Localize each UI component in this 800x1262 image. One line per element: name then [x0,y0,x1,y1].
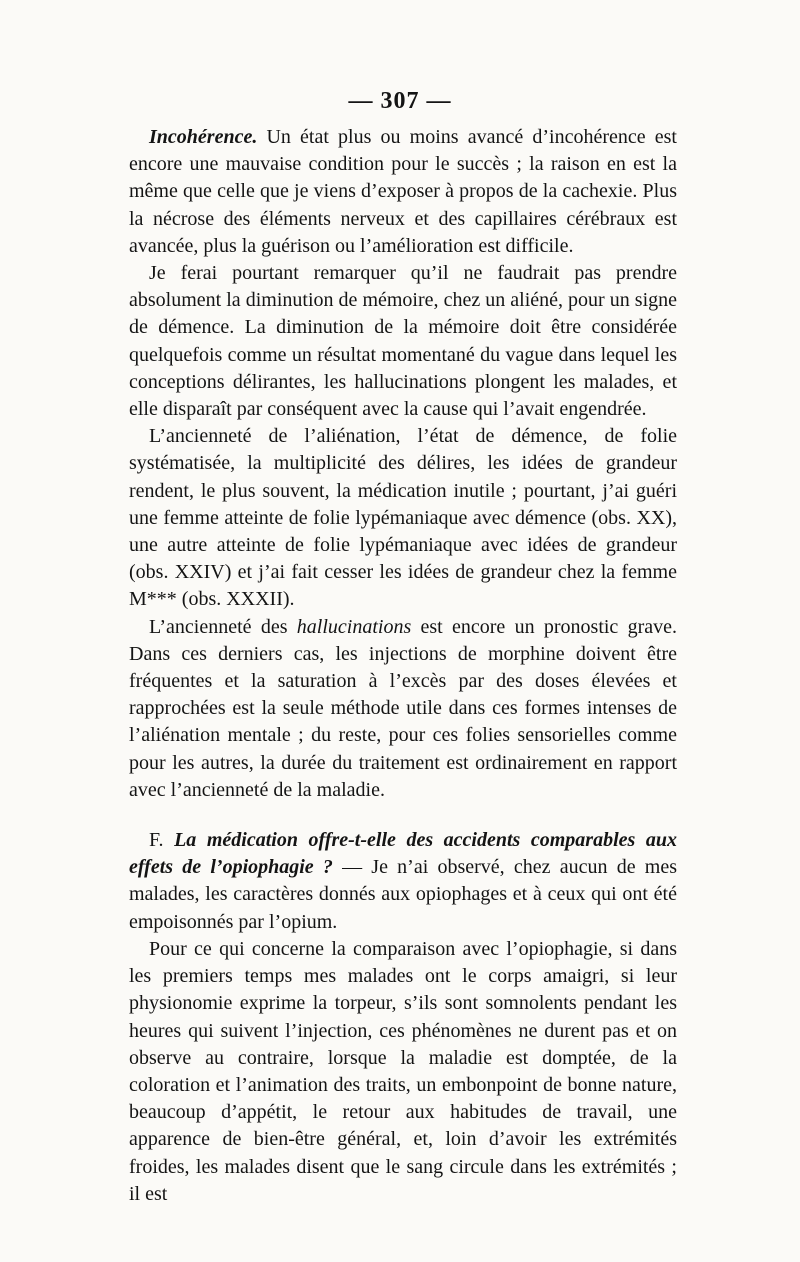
section-letter: F. [149,829,164,852]
section-f-heading-paragraph [129,827,677,936]
page-number: — 307 — [348,88,452,114]
paragraph-text-after: est encore un pronostic grave. Dans ces derniers cas, les injections de morphine doivent être fréquentes et la saturation à l’excès par des doses élevées et rapprochées est la seule méthode utile dans ces formes intenses de l’aliénation mentale ; du reste, pour ces folies sensorielles comme pour les autres, la durée du traitement est ordinairement en rapport avec l’ancienneté de la maladie. [129,615,678,801]
paragraph-text: Un état plus ou moins avancé d’incohérence est encore une mauvaise condition pour le succès ; la raison en est la même que celle que je viens d’exposer à propos de la cachexie. Plus la nécrose des éléments nerveux et des capillaires cérébraux est avancée, plus la guérison ou l’amélioration est difficile. [129,126,677,257]
paragraph-opiophagie: Pour ce qui concerne la comparaison avec l’opiophagie, si dans les premiers temps mes malades ont le corps amaigri, si leur physionomie exprime la torpeur, s’ils sont somnolents pendant les heures qui suivent l’injection, ces phénomènes ne durent pas et on observe au contraire, lorsque la maladie est domptée, de la coloration et l’animation des traits, un embonpoint de bonne nature, beaucoup d’appétit, le retour aux habitudes de travail, une apparence de bien-être général, et, loin d’avoir les extrémités froides, les malades disent que le sang circule dans les extrémités ; il est [129,937,677,1205]
paragraph-lead-heading: Incohérence. [149,126,258,148]
paragraph-anciennete-alienation: L’ancienneté de l’aliénation, l’état de démence, de folie systématisée, la multiplicité des délires, les idées de grandeur rendent, le plus souvent, la médication inutile ; pourtant, j’ai guéri une femme atteinte de folie lypémaniaque avec démence (obs. XX), une autre atteinte de folie lypémaniaque avec idées de grandeur (obs. XXIV) et j’ai fait cesser les idées de grandeur chez la femme M*** (obs. XXXII). [129,425,677,611]
paragraph-text-before: L’ancienneté des [149,615,297,638]
paragraph-text: — Je n’ai observé, chez aucun de mes malades, les caractères donnés aux opiophages et à ceux qui ont été empoisonnés par l’opium. [129,856,677,933]
paragraph-memory: Je ferai pourtant remarquer qu’il ne faudrait pas prendre absolument la diminution de mémoire, chez un aliéné, pour un signe de démence. La diminution de la mémoire doit être considérée quelquefois comme un résultat momentané du vague dans lequel les conceptions délirantes, les hallucinations plongent les malades, et elle disparaît par conséquent avec la cause qui l’avait engendrée. [129,262,677,421]
section-title: La médication offre-t-elle des accidents comparables aux effets de l’opiophagie ? [129,829,677,879]
paragraph-hallucinations [129,614,677,804]
body-text [129,124,677,1208]
paragraph-incoherence [129,124,677,260]
italic-term: hallucinations [296,615,412,638]
